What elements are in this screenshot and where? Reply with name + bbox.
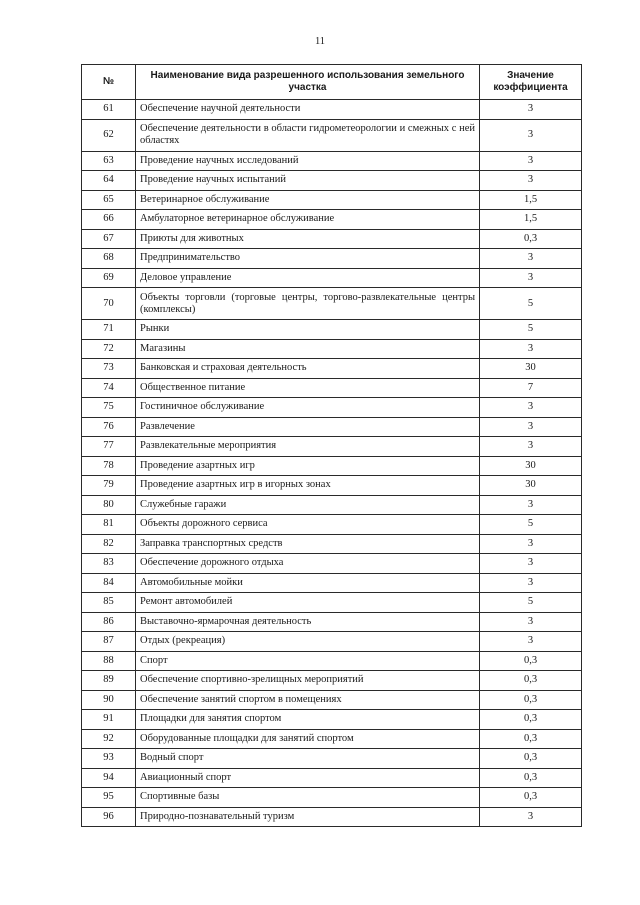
row-coefficient-value: 3 [480,573,582,593]
row-number: 71 [82,320,136,340]
row-land-use-name: Авиационный спорт [136,768,480,788]
table-row [82,768,582,788]
row-number: 89 [82,671,136,691]
row-coefficient-value: 1,5 [480,190,582,210]
row-number: 85 [82,593,136,613]
row-number: 76 [82,417,136,437]
row-number: 90 [82,690,136,710]
row-land-use-name: Деловое управление [136,268,480,288]
table-row [82,190,582,210]
row-number: 91 [82,710,136,730]
header-number: № [82,65,136,100]
row-number: 83 [82,554,136,574]
table-row [82,288,582,320]
row-coefficient-value: 3 [480,339,582,359]
row-coefficient-value: 3 [480,495,582,515]
table-row [82,476,582,496]
row-land-use-name: Служебные гаражи [136,495,480,515]
table-row [82,612,582,632]
row-number: 74 [82,378,136,398]
row-number: 87 [82,632,136,652]
table-row [82,171,582,191]
row-coefficient-value: 3 [480,171,582,191]
row-number: 79 [82,476,136,496]
table-row [82,359,582,379]
table-row [82,495,582,515]
table-row [82,593,582,613]
row-coefficient-value: 7 [480,378,582,398]
table-row [82,710,582,730]
row-number: 88 [82,651,136,671]
table-row [82,339,582,359]
row-land-use-name: Обеспечение научной деятельности [136,100,480,120]
row-coefficient-value: 3 [480,100,582,120]
row-coefficient-value: 30 [480,476,582,496]
row-coefficient-value: 0,3 [480,690,582,710]
row-coefficient-value: 0,3 [480,710,582,730]
row-land-use-name: Проведение азартных игр [136,456,480,476]
table-row [82,398,582,418]
table-row [82,210,582,230]
row-coefficient-value: 3 [480,417,582,437]
table-header-row [82,65,582,100]
row-number: 73 [82,359,136,379]
table-row [82,268,582,288]
row-land-use-name: Амбулаторное ветеринарное обслуживание [136,210,480,230]
table-row [82,690,582,710]
row-land-use-name: Магазины [136,339,480,359]
row-land-use-name: Спортивные базы [136,788,480,808]
header-land-use-name: Наименование вида разрешенного использования земельного участка [136,65,480,100]
row-number: 80 [82,495,136,515]
table-row [82,651,582,671]
table-row [82,417,582,437]
row-coefficient-value: 30 [480,359,582,379]
row-land-use-name: Заправка транспортных средств [136,534,480,554]
table-row [82,671,582,691]
row-land-use-name: Объекты торговли (торговые центры, торгово-развлекательные центры (комплексы) [136,288,480,320]
table-row [82,437,582,457]
row-coefficient-value: 3 [480,612,582,632]
row-land-use-name: Обеспечение спортивно-зрелищных мероприятий [136,671,480,691]
table-row [82,320,582,340]
row-number: 65 [82,190,136,210]
row-coefficient-value: 0,3 [480,671,582,691]
row-number: 67 [82,229,136,249]
table-row [82,119,582,151]
row-number: 75 [82,398,136,418]
row-land-use-name: Приюты для животных [136,229,480,249]
row-land-use-name: Автомобильные мойки [136,573,480,593]
row-land-use-name: Обеспечение деятельности в области гидрометеорологии и смежных с ней областях [136,119,480,151]
row-number: 93 [82,749,136,769]
row-number: 66 [82,210,136,230]
table-row [82,788,582,808]
row-coefficient-value: 0,3 [480,749,582,769]
row-number: 92 [82,729,136,749]
row-coefficient-value: 0,3 [480,729,582,749]
row-land-use-name: Отдых (рекреация) [136,632,480,652]
coefficient-table [81,64,582,827]
row-number: 95 [82,788,136,808]
row-land-use-name: Обеспечение занятий спортом в помещениях [136,690,480,710]
row-number: 62 [82,119,136,151]
row-coefficient-value: 5 [480,288,582,320]
row-land-use-name: Развлекательные мероприятия [136,437,480,457]
row-coefficient-value: 3 [480,437,582,457]
row-land-use-name: Рынки [136,320,480,340]
row-coefficient-value: 3 [480,249,582,269]
row-number: 94 [82,768,136,788]
row-coefficient-value: 3 [480,119,582,151]
row-coefficient-value: 3 [480,398,582,418]
row-land-use-name: Водный спорт [136,749,480,769]
row-land-use-name: Предпринимательство [136,249,480,269]
table-row [82,249,582,269]
row-land-use-name: Объекты дорожного сервиса [136,515,480,535]
table-row [82,456,582,476]
row-number: 78 [82,456,136,476]
header-coefficient-value: Значение коэффициента [480,65,582,100]
row-coefficient-value: 3 [480,807,582,827]
row-land-use-name: Проведение научных испытаний [136,171,480,191]
table-row [82,151,582,171]
row-number: 70 [82,288,136,320]
row-land-use-name: Площадки для занятия спортом [136,710,480,730]
table-row [82,100,582,120]
row-number: 72 [82,339,136,359]
row-land-use-name: Развлечение [136,417,480,437]
row-land-use-name: Проведение научных исследований [136,151,480,171]
page-number: 11 [314,36,326,47]
row-coefficient-value: 3 [480,632,582,652]
row-coefficient-value: 3 [480,534,582,554]
table-row [82,749,582,769]
row-land-use-name: Обеспечение дорожного отдыха [136,554,480,574]
row-number: 81 [82,515,136,535]
row-land-use-name: Спорт [136,651,480,671]
row-coefficient-value: 0,3 [480,768,582,788]
row-coefficient-value: 5 [480,320,582,340]
table-row [82,632,582,652]
table-row [82,534,582,554]
row-number: 96 [82,807,136,827]
table-row [82,554,582,574]
row-coefficient-value: 5 [480,515,582,535]
row-coefficient-value: 30 [480,456,582,476]
table-row [82,229,582,249]
row-number: 64 [82,171,136,191]
row-coefficient-value: 3 [480,554,582,574]
row-coefficient-value: 0,3 [480,229,582,249]
row-coefficient-value: 3 [480,268,582,288]
row-number: 86 [82,612,136,632]
table-row [82,378,582,398]
row-land-use-name: Выставочно-ярмарочная деятельность [136,612,480,632]
row-number: 63 [82,151,136,171]
row-land-use-name: Природно-познавательный туризм [136,807,480,827]
row-number: 82 [82,534,136,554]
row-land-use-name: Банковская и страховая деятельность [136,359,480,379]
table-row [82,729,582,749]
row-coefficient-value: 5 [480,593,582,613]
row-number: 61 [82,100,136,120]
table-row [82,807,582,827]
row-land-use-name: Гостиничное обслуживание [136,398,480,418]
row-number: 84 [82,573,136,593]
table-row [82,573,582,593]
row-number: 69 [82,268,136,288]
row-number: 77 [82,437,136,457]
row-coefficient-value: 0,3 [480,651,582,671]
row-land-use-name: Ремонт автомобилей [136,593,480,613]
row-number: 68 [82,249,136,269]
row-land-use-name: Общественное питание [136,378,480,398]
table-body [82,100,582,827]
row-land-use-name: Оборудованные площадки для занятий спортом [136,729,480,749]
row-coefficient-value: 3 [480,151,582,171]
row-land-use-name: Ветеринарное обслуживание [136,190,480,210]
table-row [82,515,582,535]
row-coefficient-value: 0,3 [480,788,582,808]
row-coefficient-value: 1,5 [480,210,582,230]
row-land-use-name: Проведение азартных игр в игорных зонах [136,476,480,496]
